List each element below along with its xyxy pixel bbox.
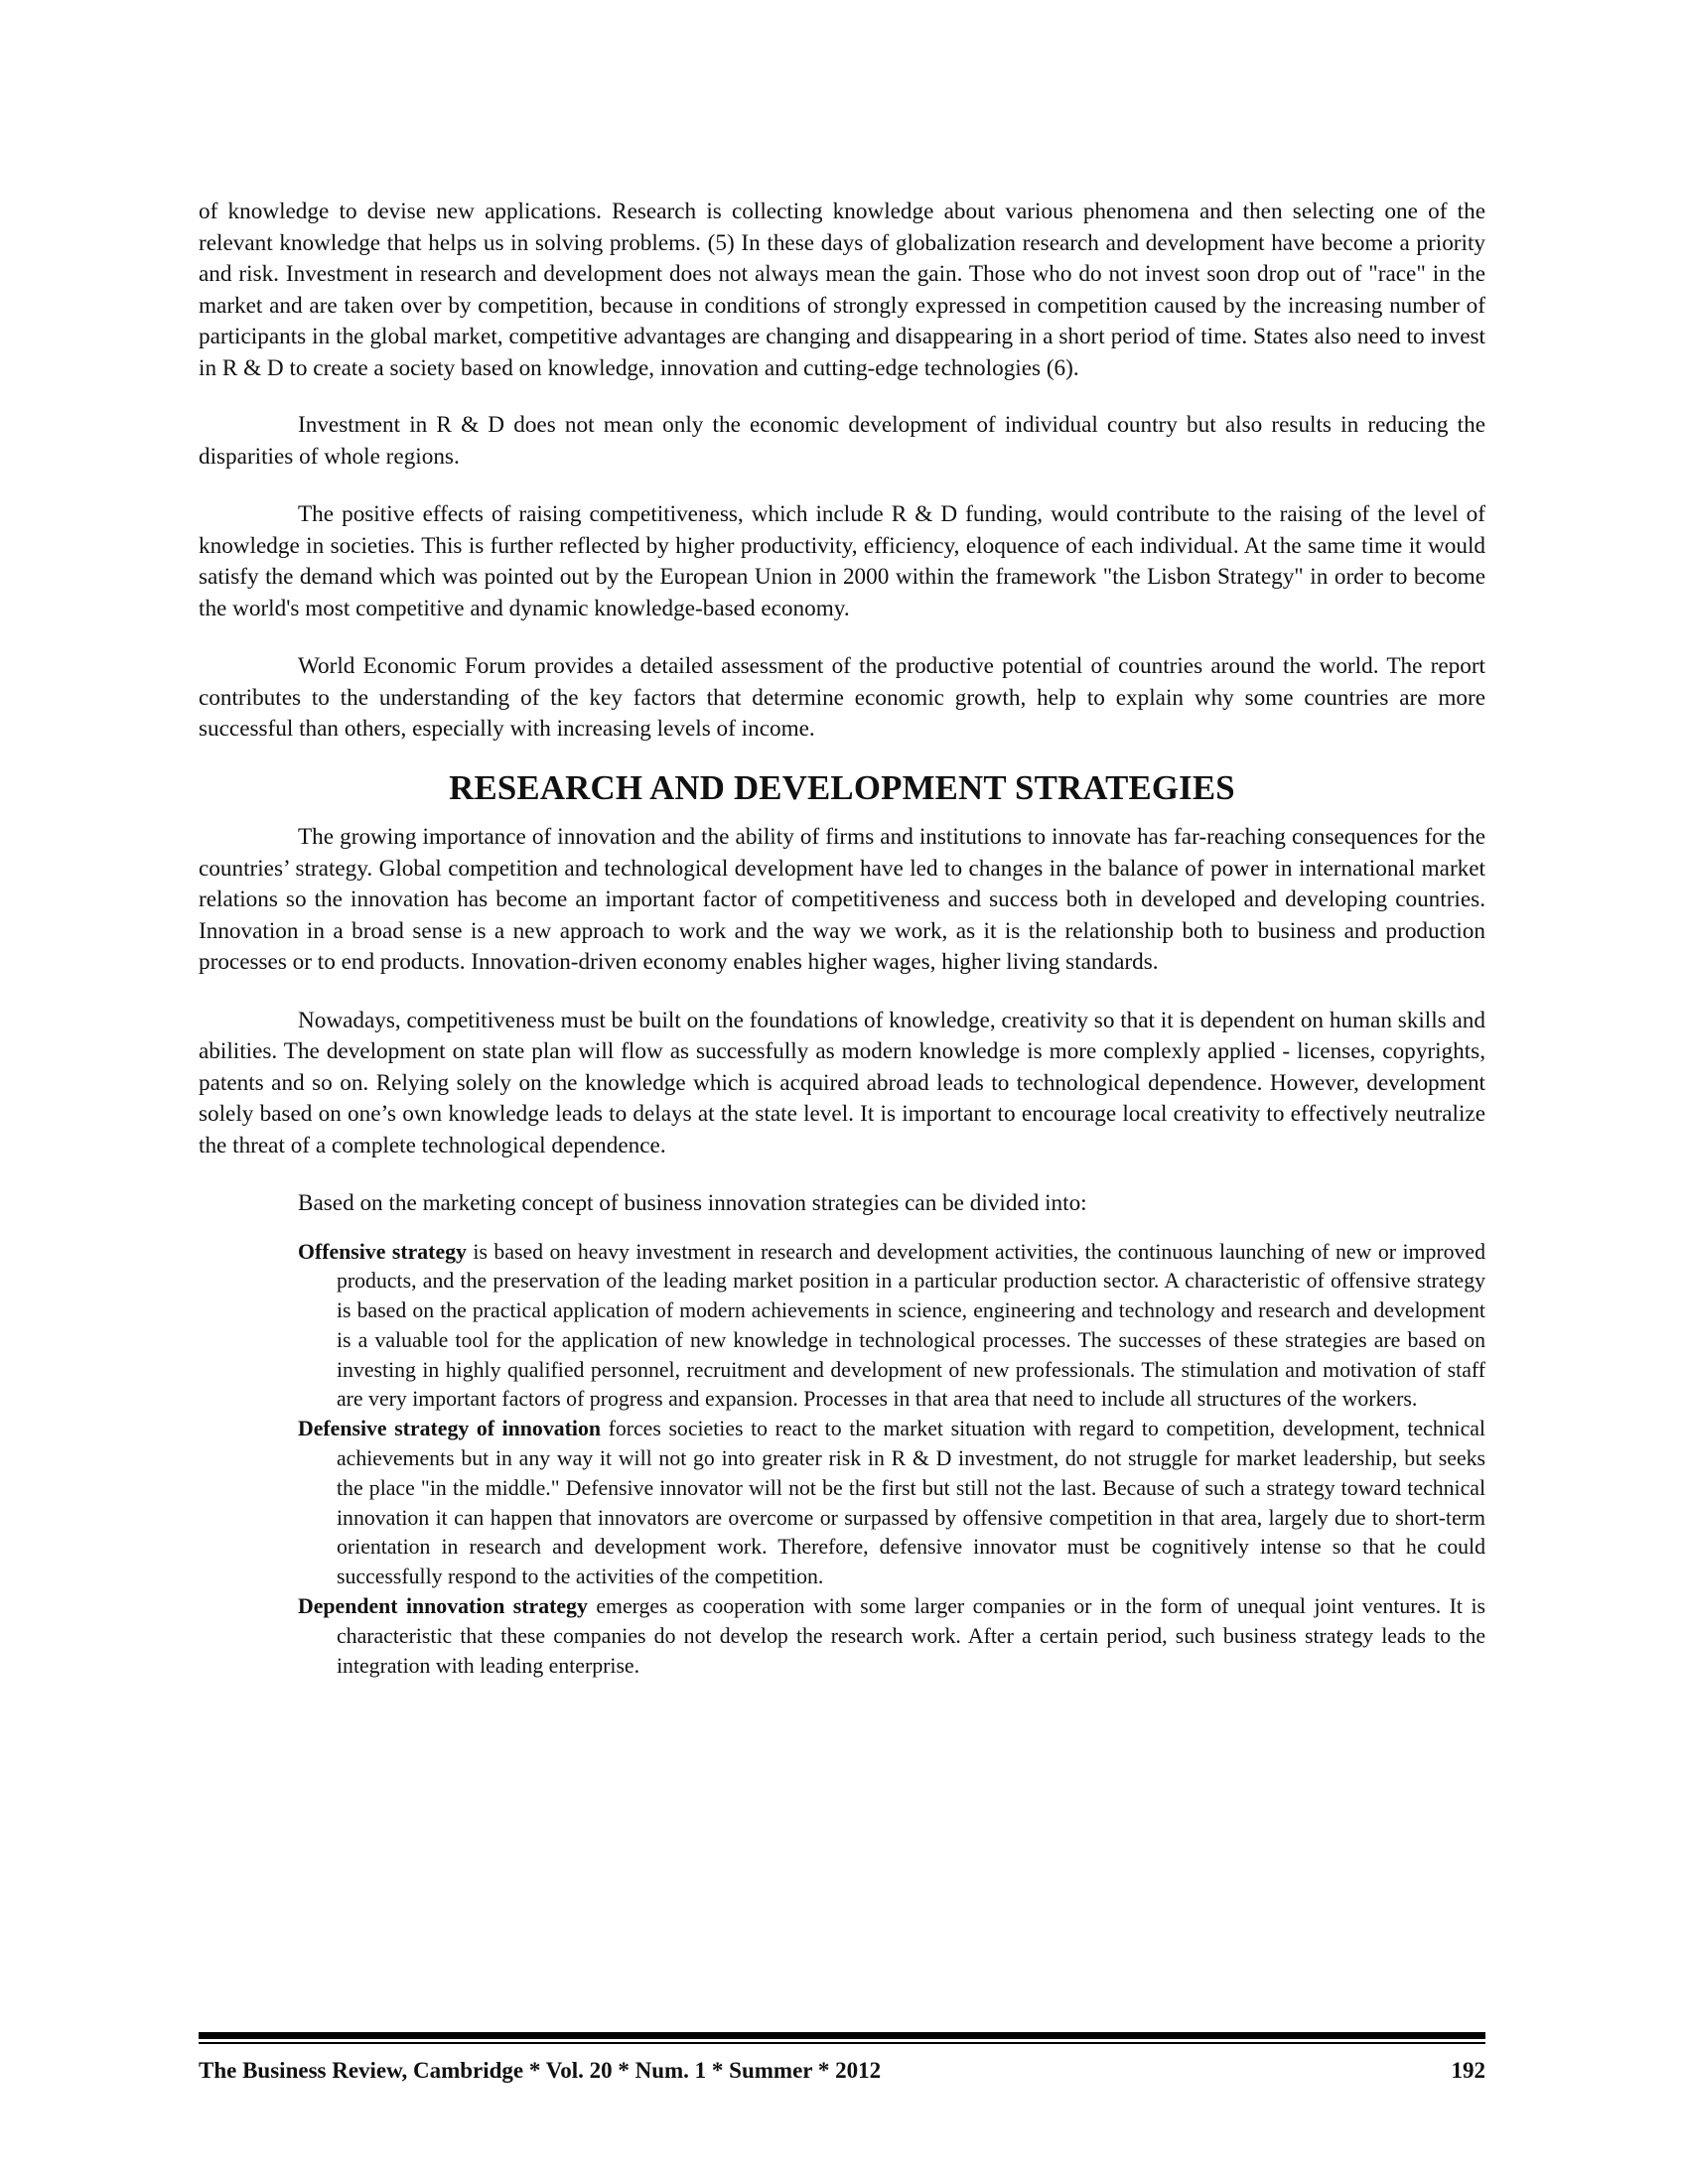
- body-paragraph: of knowledge to devise new applications. Research is collecting knowledge about various phenomena and then selecting one of the relevant knowledge that helps us in solving problems. (5) In these days of globalization research and development have become a priority and risk. Investment in research and development does not always mean the gain. Those who do not invest soon drop out of "race" in the market and are taken over by competition, because in conditions of strongly expressed in competition caused by the increasing number of participants in the global market, competitive advantages are changing and disappearing in a short period of time. States also need to invest in R & D to create a society based on knowledge, innovation and cutting-edge technologies (6).: [199, 199, 1485, 381]
- strategy-item-defensive: [298, 1415, 1485, 1592]
- list-lead-in: Based on the marketing concept of business innovation strategies can be divided into:: [298, 1190, 1087, 1216]
- strategy-description: emerges as cooperation with some larger companies or in the form of unequal joint ventures. It is characteristic that these companies do not develop the research work. After a certain period, such business strategy leads to the integration with leading enterprise.: [337, 1594, 1485, 1678]
- page-body: [199, 197, 1485, 1681]
- body-paragraph: Nowadays, competitiveness must be built on the foundations of knowledge, creativity so that it is dependent on human skills and abilities. The development on state plan will flow as successfully as modern knowledge is more complexly applied - licenses, copyrights, patents and so on. Relying solely on the knowledge which is acquired abroad leads to technological dependence. However, development solely based on one’s own knowledge leads to delays at the state level. It is important to encourage local creativity to effectively neutralize the threat of a complete technological dependence.: [199, 1007, 1485, 1159]
- strategy-term: Dependent innovation strategy: [298, 1594, 588, 1619]
- footer-rule-thin: [199, 2042, 1485, 2044]
- footer-rule-thick: [199, 2032, 1485, 2039]
- strategy-item-dependent: [298, 1592, 1485, 1681]
- strategy-list: [199, 1238, 1485, 1682]
- page-footer: [199, 2032, 1485, 2084]
- body-paragraph: The positive effects of raising competitiveness, which include R & D funding, would contribute to the raising of the level of knowledge in societies. This is further reflected by higher productivity, efficiency, eloquence of each individual. At the same time it would satisfy the demand which was pointed out by the European Union in 2000 within the framework "the Lisbon Strategy" in order to become the world's most competitive and dynamic knowledge-based economy.: [199, 501, 1485, 621]
- strategy-description: forces societies to react to the market situation with regard to competition, development, technical achievements but in any way it will not go into greater risk in R & D investment, do not struggle for market leadership, but seeks the place "in the middle." Defensive innovator will not be the first but still not the last. Because of such a strategy toward technical innovation it can happen that innovators are overcome or surpassed by offensive competition in that area, largely due to short-term orientation in research and development work. Therefore, defensive innovator must be cognitively intense so that he could successfully respond to the activities of the competition.: [337, 1417, 1485, 1589]
- footer-row: [199, 2058, 1485, 2084]
- body-paragraph: Investment in R & D does not mean only the economic development of individual country but also results in reducing the disparities of whole regions.: [199, 412, 1485, 470]
- section-heading: RESEARCH AND DEVELOPMENT STRATEGIES: [449, 767, 1235, 807]
- page-number: 192: [1451, 2058, 1485, 2083]
- strategy-item-offensive: [298, 1238, 1485, 1416]
- body-paragraph: World Economic Forum provides a detailed assessment of the productive potential of countries around the world. The report contributes to the understanding of the key factors that determine economic growth, help to explain why some countries are more successful than others, especially with increasing levels of income.: [199, 653, 1485, 742]
- strategy-term: Offensive strategy: [298, 1239, 467, 1264]
- strategy-description: is based on heavy investment in research and development activities, the continuous launching of new or improved products, and the preservation of the leading market position in a particular production sector. A characteristic of offensive strategy is based on the practical application of modern achievements in science, engineering and technology and research and development is a valuable tool for the application of new knowledge in technological processes. The successes of these strategies are based on investing in highly qualified personnel, recruitment and development of new professionals. The stimulation and motivation of staff are very important factors of progress and expansion. Processes in that area that need to include all structures of the workers.: [337, 1239, 1486, 1412]
- strategy-term: Defensive strategy of innovation: [298, 1417, 601, 1441]
- body-paragraph: The growing importance of innovation and the ability of firms and institutions to innovate has far-reaching consequences for the countries’ strategy. Global competition and technological development have led to changes in the balance of power in international market relations so the innovation has become an important factor of competitiveness and success both in developed and developing countries. Innovation in a broad sense is a new approach to work and the way we work, as it is the relationship both to business and production processes or to end products. Innovation-driven economy enables higher wages, higher living standards.: [199, 824, 1485, 975]
- journal-citation: The Business Review, Cambridge * Vol. 20 * Num. 1 * Summer * 2012: [199, 2058, 882, 2083]
